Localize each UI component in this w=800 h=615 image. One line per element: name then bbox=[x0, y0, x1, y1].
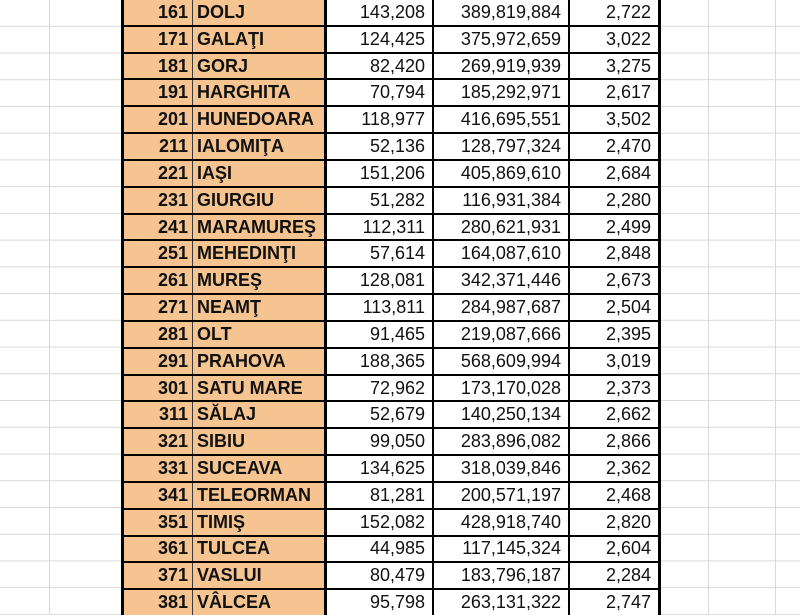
county-code-cell[interactable]: 271 bbox=[124, 295, 193, 320]
county-name-cell[interactable]: GALAŢI bbox=[193, 27, 327, 52]
county-name-cell[interactable]: HARGHITA bbox=[193, 80, 327, 105]
value-cell-2[interactable]: 173,170,028 bbox=[434, 376, 570, 401]
value-cell-3[interactable]: 2,373 bbox=[605, 377, 651, 398]
table-row bbox=[124, 107, 658, 134]
table-row bbox=[124, 54, 658, 81]
county-name-cell[interactable]: TULCEA bbox=[193, 537, 327, 562]
county-code-cell[interactable]: 351 bbox=[124, 510, 193, 535]
county-code-cell[interactable]: 331 bbox=[124, 456, 193, 481]
county-name-cell[interactable]: VÂLCEA bbox=[193, 590, 327, 615]
value-cell-1[interactable]: 51,282 bbox=[327, 188, 434, 213]
county-name-cell[interactable]: PRAHOVA bbox=[193, 349, 327, 374]
table-row bbox=[124, 215, 658, 242]
county-code-cell[interactable]: 161 bbox=[124, 0, 193, 25]
table-row bbox=[124, 510, 658, 537]
county-name-cell[interactable]: IAŞI bbox=[193, 161, 327, 186]
value-cell-1[interactable]: 91,465 bbox=[327, 322, 434, 347]
value-cell-2[interactable]: 283,896,082 bbox=[434, 429, 570, 454]
value-cell-3[interactable]: 3,275 bbox=[605, 55, 651, 76]
data-table bbox=[121, 0, 661, 615]
county-code-cell[interactable]: 251 bbox=[124, 241, 193, 266]
value-cell-1[interactable]: 143,208 bbox=[327, 0, 434, 25]
value-cell-1[interactable]: 112,311 bbox=[327, 215, 434, 240]
county-name-cell[interactable]: GORJ bbox=[193, 54, 327, 79]
value-cell-2[interactable]: 416,695,551 bbox=[434, 107, 570, 132]
value-cell-1[interactable]: 95,798 bbox=[327, 590, 434, 615]
value-cell-3[interactable]: 2,673 bbox=[605, 270, 651, 291]
value-cell-3[interactable]: 2,848 bbox=[605, 243, 651, 264]
county-code-cell[interactable]: 181 bbox=[124, 54, 193, 79]
value-cell-1[interactable]: 151,206 bbox=[327, 161, 434, 186]
table-row bbox=[124, 322, 658, 349]
value-cell-2[interactable]: 284,987,687 bbox=[434, 295, 570, 320]
county-code-cell[interactable]: 241 bbox=[124, 215, 193, 240]
table-row bbox=[124, 188, 658, 215]
county-name-cell[interactable]: MUREŞ bbox=[193, 268, 327, 293]
table-row bbox=[124, 349, 658, 376]
county-code-cell[interactable]: 211 bbox=[124, 134, 193, 159]
county-name-cell[interactable]: TIMIŞ bbox=[193, 510, 327, 535]
value-cell-3[interactable]: 2,395 bbox=[605, 323, 651, 344]
value-cell-3[interactable]: 2,722 bbox=[605, 1, 651, 22]
value-cell-2[interactable]: 128,797,324 bbox=[434, 134, 570, 159]
value-cell-1[interactable]: 70,794 bbox=[327, 80, 434, 105]
county-code-cell[interactable]: 221 bbox=[124, 161, 193, 186]
county-code-cell[interactable]: 261 bbox=[124, 268, 193, 293]
value-cell-2[interactable]: 117,145,324 bbox=[434, 537, 570, 562]
value-cell-3[interactable]: 3,502 bbox=[605, 109, 651, 130]
value-cell-2[interactable]: 269,919,939 bbox=[434, 54, 570, 79]
value-cell-2[interactable]: 219,087,666 bbox=[434, 322, 570, 347]
value-cell-3[interactable]: 2,684 bbox=[605, 162, 651, 183]
value-cell-3[interactable]: 2,499 bbox=[605, 216, 651, 237]
value-cell-2[interactable]: 405,869,610 bbox=[434, 161, 570, 186]
county-name-cell[interactable]: HUNEDOARA bbox=[193, 107, 327, 132]
value-cell-1[interactable]: 72,962 bbox=[327, 376, 434, 401]
value-cell-3[interactable]: 2,504 bbox=[605, 297, 651, 318]
county-code-cell[interactable]: 281 bbox=[124, 322, 193, 347]
value-cell-2[interactable]: 185,292,971 bbox=[434, 80, 570, 105]
table-row bbox=[124, 563, 658, 590]
county-name-cell[interactable]: GIURGIU bbox=[193, 188, 327, 213]
value-cell-1[interactable]: 134,625 bbox=[327, 456, 434, 481]
county-code-cell[interactable]: 321 bbox=[124, 429, 193, 454]
value-cell-1[interactable]: 57,614 bbox=[327, 241, 434, 266]
value-cell-1[interactable]: 99,050 bbox=[327, 429, 434, 454]
county-code-cell[interactable]: 341 bbox=[124, 483, 193, 508]
value-cell-2[interactable]: 318,039,846 bbox=[434, 456, 570, 481]
county-code-cell[interactable]: 371 bbox=[124, 563, 193, 588]
value-cell-3[interactable]: 2,604 bbox=[605, 538, 651, 559]
value-cell-2[interactable]: 116,931,384 bbox=[434, 188, 570, 213]
county-name-cell[interactable]: VASLUI bbox=[193, 563, 327, 588]
value-cell-1[interactable]: 188,365 bbox=[327, 349, 434, 374]
value-cell-1[interactable]: 82,420 bbox=[327, 54, 434, 79]
county-code-cell[interactable]: 231 bbox=[124, 188, 193, 213]
value-cell-3[interactable]: 2,662 bbox=[605, 404, 651, 425]
value-cell-2[interactable]: 183,796,187 bbox=[434, 563, 570, 588]
county-name-cell[interactable]: TELEORMAN bbox=[193, 483, 327, 508]
table-row bbox=[124, 376, 658, 403]
value-cell-3[interactable]: 2,468 bbox=[605, 484, 651, 505]
value-cell-1[interactable]: 52,136 bbox=[327, 134, 434, 159]
value-cell-3[interactable]: 2,470 bbox=[605, 136, 651, 157]
county-name-cell[interactable]: OLT bbox=[193, 322, 327, 347]
value-cell-1[interactable]: 80,479 bbox=[327, 563, 434, 588]
column-gridline bbox=[775, 0, 776, 615]
county-code-cell[interactable]: 291 bbox=[124, 349, 193, 374]
value-cell-2[interactable]: 428,918,740 bbox=[434, 510, 570, 535]
table-row bbox=[124, 0, 658, 27]
value-cell-1[interactable]: 52,679 bbox=[327, 402, 434, 427]
table-row bbox=[124, 134, 658, 161]
column-gridline bbox=[49, 0, 50, 615]
county-name-cell[interactable]: NEAMŢ bbox=[193, 295, 327, 320]
table-row bbox=[124, 80, 658, 107]
table-row bbox=[124, 402, 658, 429]
value-cell-3[interactable]: 3,022 bbox=[605, 28, 651, 49]
county-code-cell[interactable]: 201 bbox=[124, 107, 193, 132]
value-cell-3[interactable]: 2,617 bbox=[605, 82, 651, 103]
value-cell-1[interactable]: 81,281 bbox=[327, 483, 434, 508]
county-code-cell[interactable]: 301 bbox=[124, 376, 193, 401]
county-code-cell[interactable]: 361 bbox=[124, 537, 193, 562]
value-cell-1[interactable]: 152,082 bbox=[327, 510, 434, 535]
value-cell-2[interactable]: 200,571,197 bbox=[434, 483, 570, 508]
value-cell-2[interactable]: 342,371,446 bbox=[434, 268, 570, 293]
value-cell-1[interactable]: 44,985 bbox=[327, 537, 434, 562]
value-cell-3[interactable]: 2,747 bbox=[605, 592, 651, 613]
county-code-cell[interactable]: 171 bbox=[124, 27, 193, 52]
value-cell-1[interactable]: 124,425 bbox=[327, 27, 434, 52]
table-row bbox=[124, 483, 658, 510]
table-row bbox=[124, 537, 658, 564]
county-name-cell[interactable]: MEHEDINŢI bbox=[193, 241, 327, 266]
value-cell-2[interactable]: 164,087,610 bbox=[434, 241, 570, 266]
table-row bbox=[124, 268, 658, 295]
county-name-cell[interactable]: MARAMUREŞ bbox=[193, 215, 327, 240]
value-cell-1[interactable]: 113,811 bbox=[327, 295, 434, 320]
value-cell-3[interactable]: 3,019 bbox=[605, 350, 651, 371]
table-row bbox=[124, 161, 658, 188]
table-row bbox=[124, 27, 658, 54]
value-cell-2[interactable]: 280,621,931 bbox=[434, 215, 570, 240]
value-cell-2[interactable]: 375,972,659 bbox=[434, 27, 570, 52]
value-cell-2[interactable]: 389,819,884 bbox=[434, 0, 570, 25]
value-cell-3[interactable]: 2,284 bbox=[605, 565, 651, 586]
value-cell-3[interactable]: 2,280 bbox=[605, 189, 651, 210]
county-name-cell[interactable]: SIBIU bbox=[193, 429, 327, 454]
county-name-cell[interactable]: SUCEAVA bbox=[193, 456, 327, 481]
value-cell-2[interactable]: 140,250,134 bbox=[434, 402, 570, 427]
county-code-cell[interactable]: 311 bbox=[124, 402, 193, 427]
table-row bbox=[124, 429, 658, 456]
table-row bbox=[124, 590, 658, 615]
county-name-cell[interactable]: DOLJ bbox=[193, 0, 327, 25]
county-name-cell[interactable]: IALOMIŢA bbox=[193, 134, 327, 159]
table-row bbox=[124, 456, 658, 483]
county-name-cell[interactable]: SĂLAJ bbox=[193, 402, 327, 427]
value-cell-2[interactable]: 263,131,322 bbox=[434, 590, 570, 615]
value-cell-3[interactable]: 2,820 bbox=[605, 511, 651, 532]
value-cell-3[interactable]: 2,362 bbox=[605, 457, 651, 478]
table-row bbox=[124, 241, 658, 268]
column-gridline bbox=[708, 0, 709, 615]
value-cell-1[interactable]: 128,081 bbox=[327, 268, 434, 293]
table-row bbox=[124, 295, 658, 322]
county-code-cell[interactable]: 381 bbox=[124, 590, 193, 615]
county-name-cell[interactable]: SATU MARE bbox=[193, 376, 327, 401]
county-code-cell[interactable]: 191 bbox=[124, 80, 193, 105]
value-cell-3[interactable]: 2,866 bbox=[605, 431, 651, 452]
value-cell-2[interactable]: 568,609,994 bbox=[434, 349, 570, 374]
value-cell-1[interactable]: 118,977 bbox=[327, 107, 434, 132]
